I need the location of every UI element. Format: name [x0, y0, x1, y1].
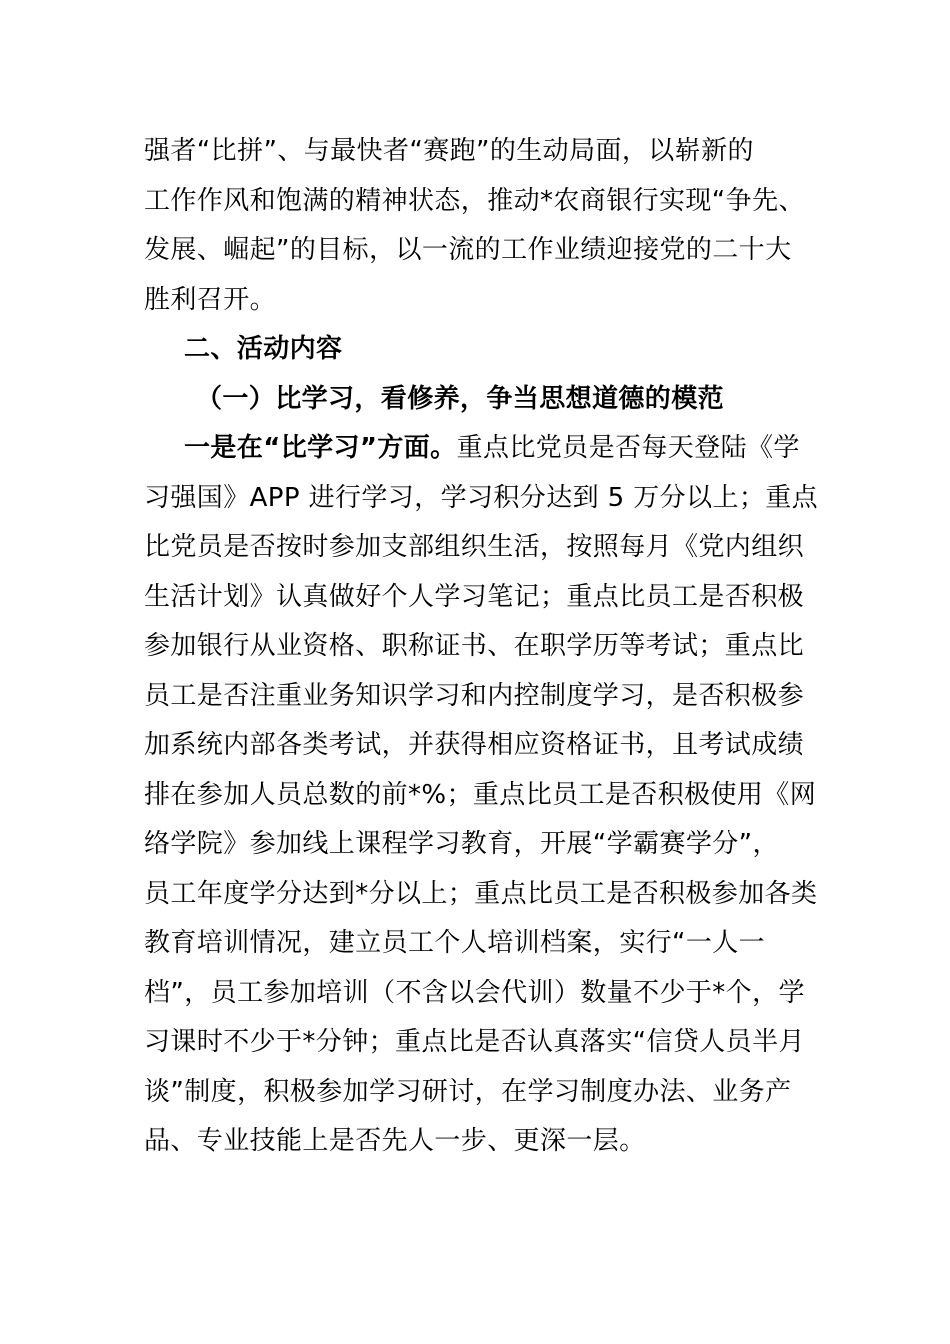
paragraph-line-15: 品、专业技能上是否先人一步、更深一层。 — [144, 1126, 646, 1156]
paragraph-line-14: 谈”制度，积极参加学习研讨，在学习制度办法、业务产 — [144, 1076, 792, 1107]
document-body — [144, 127, 819, 1167]
intro-line-4: 胜利召开。 — [144, 284, 277, 315]
paragraph-line-12: 档”，员工参加培训（不含以会代训）数量不少于*个，学 — [144, 977, 805, 1008]
paragraph-line-7: 加系统内部各类考试，并获得相应资格证书，且考试成绩 — [144, 730, 805, 760]
paragraph-line-10: 员工年度学分达到*分以上；重点比员工是否积极参加各类 — [144, 878, 818, 909]
paragraph-lead: 一是在“比学习”方面。 — [184, 433, 457, 463]
paragraph-line-5: 参加银行从业资格、职称证书、在职学历等考试；重点比 — [144, 631, 805, 661]
paragraph-line-4: 生活计划》认真做好个人学习笔记；重点比员工是否积极 — [144, 581, 805, 612]
paragraph-line-11: 教育培训情况，建立员工个人培训档案，实行“一人一 — [144, 928, 766, 958]
intro-line-1: 强者“比拼”、与最快者“赛跑”的生动局面，以崭新的 — [144, 136, 754, 166]
paragraph-line-13: 习课时不少于*分钟；重点比是否认真落实“信贷人员半月 — [144, 1027, 805, 1057]
section-heading: 二、活动内容 — [184, 334, 343, 364]
paragraph-first-line-text: 重点比党员是否每天登陆《学 — [456, 433, 800, 463]
paragraph-line-3: 比党员是否按时参加支部组织生活，按照每月《党内组织 — [144, 532, 805, 562]
paragraph-first-line — [144, 424, 806, 474]
intro-line-2: 工作作风和饱满的精神状态，推动*农商银行实现“争先、 — [144, 185, 805, 216]
paragraph-line-2: 习强国》APP 进行学习，学习积分达到 5 万分以上；重点 — [144, 482, 819, 513]
paragraph-line-8: 排在参加人员总数的前*%；重点比员工是否积极使用《网 — [144, 779, 817, 810]
paragraph-line-6: 员工是否注重业务知识学习和内控制度学习，是否积极参 — [144, 680, 805, 711]
intro-line-3: 发展、崛起”的目标，以一流的工作业绩迎接党的二十大 — [144, 235, 792, 265]
paragraph-line-9: 络学院》参加线上课程学习教育，开展“学霸赛学分”， — [144, 829, 779, 859]
subsection-heading: （一）比学习，看修养，争当思想道德的模范 — [196, 383, 725, 414]
